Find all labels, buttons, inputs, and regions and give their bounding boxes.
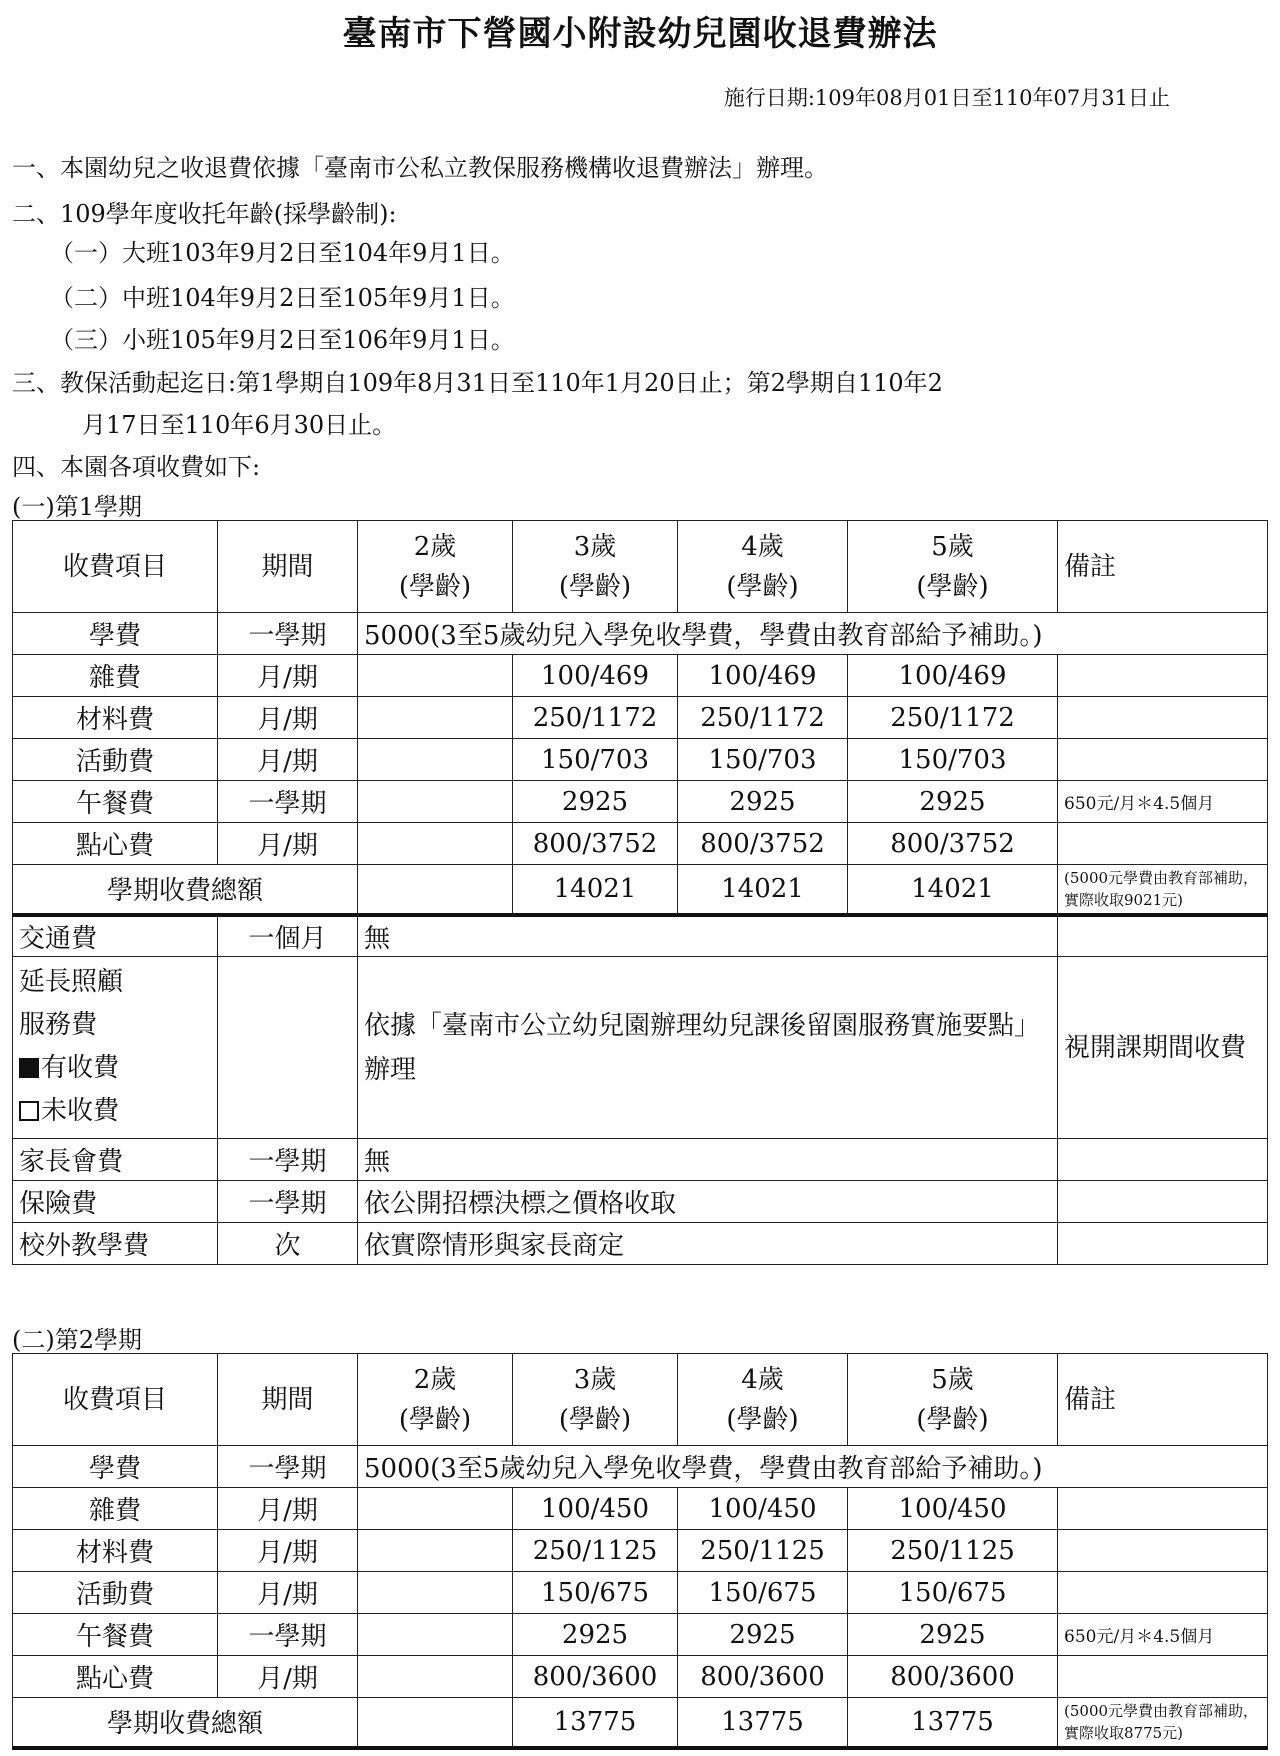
row-item: 活動費 xyxy=(13,1572,218,1614)
cell-age-3: 100/469 xyxy=(513,655,678,697)
table-row xyxy=(13,1530,1268,1572)
cell-note xyxy=(1058,1181,1268,1223)
table-row xyxy=(13,1572,1268,1614)
paragraph-2: 二、109學年度收托年齡(採學齡制): xyxy=(12,200,397,228)
paragraph-2c: （三）小班105年9月2日至106年9月1日。 xyxy=(50,326,515,354)
cell-age-4: 800/3752 xyxy=(678,823,848,865)
row-description: 依實際情形與家長商定 xyxy=(358,1223,1058,1265)
row-period: 月/期 xyxy=(218,697,358,739)
cell-age-4: 250/1125 xyxy=(678,1530,848,1572)
cell-age-2 xyxy=(358,697,513,739)
total-note: (5000元學費由教育部補助，實際收取9021元) xyxy=(1058,865,1268,915)
table-row xyxy=(13,1614,1268,1656)
row-period: 一學期 xyxy=(218,1139,358,1181)
row-period: 月/期 xyxy=(218,1572,358,1614)
table-header-row xyxy=(13,1354,1268,1446)
header-item: 收費項目 xyxy=(13,521,218,613)
row-item: 材料費 xyxy=(13,697,218,739)
row-period: 月/期 xyxy=(218,739,358,781)
cell-note xyxy=(1058,739,1268,781)
cell-note xyxy=(1058,697,1268,739)
cell-note: 650元/月＊4.5個月 xyxy=(1058,1614,1268,1656)
table-row xyxy=(13,655,1268,697)
row-description: 依公開招標決標之價格收取 xyxy=(358,1181,1058,1223)
row-period: 一學期 xyxy=(218,1614,358,1656)
paragraph-4: 四、本園各項收費如下: xyxy=(12,453,261,481)
header-age-4: 4歲 (學齡) xyxy=(678,521,848,613)
cell-age-2 xyxy=(358,739,513,781)
table-row-extended-care xyxy=(13,957,1268,1139)
cell-age-2 xyxy=(358,1572,513,1614)
total-age-3: 13775 xyxy=(513,1698,678,1748)
cell-note xyxy=(1058,915,1268,957)
row-item: 雜費 xyxy=(13,1488,218,1530)
header-note: 備註 xyxy=(1058,1354,1268,1446)
cell-age-2 xyxy=(358,823,513,865)
extended-care-item xyxy=(13,957,218,1139)
table-row-field-trip xyxy=(13,1223,1268,1265)
cell-note xyxy=(1058,1223,1268,1265)
row-item: 點心費 xyxy=(13,823,218,865)
cell-age-3: 250/1125 xyxy=(513,1530,678,1572)
total-label: 學期收費總額 xyxy=(13,865,358,915)
cell-age-4: 100/469 xyxy=(678,655,848,697)
cell-age-5: 150/703 xyxy=(848,739,1058,781)
row-period: 一學期 xyxy=(218,781,358,823)
total-label: 學期收費總額 xyxy=(13,1698,358,1748)
table-row-tuition xyxy=(13,613,1268,655)
total-age-2 xyxy=(358,1698,513,1748)
cell-note xyxy=(1058,1139,1268,1181)
row-item: 保險費 xyxy=(13,1181,218,1223)
cell-age-5: 250/1125 xyxy=(848,1530,1058,1572)
row-item: 校外教學費 xyxy=(13,1223,218,1265)
cell-age-3: 150/675 xyxy=(513,1572,678,1614)
cell-age-2 xyxy=(358,781,513,823)
total-age-5: 13775 xyxy=(848,1698,1058,1748)
row-period: 一學期 xyxy=(218,1446,358,1488)
row-period: 月/期 xyxy=(218,1488,358,1530)
cell-age-4: 800/3600 xyxy=(678,1656,848,1698)
row-period: 月/期 xyxy=(218,1530,358,1572)
cell-age-4: 150/675 xyxy=(678,1572,848,1614)
header-age-3: 3歲 (學齡) xyxy=(513,1354,678,1446)
table-row xyxy=(13,781,1268,823)
cell-age-4: 2925 xyxy=(678,1614,848,1656)
table-header-row xyxy=(13,521,1268,613)
cell-age-2 xyxy=(358,655,513,697)
cell-age-5: 2925 xyxy=(848,1614,1058,1656)
row-period: 月/期 xyxy=(218,1656,358,1698)
cell-age-4: 150/703 xyxy=(678,739,848,781)
table-row xyxy=(13,739,1268,781)
total-age-5: 14021 xyxy=(848,865,1058,915)
row-item: 點心費 xyxy=(13,1656,218,1698)
cell-age-5: 2925 xyxy=(848,781,1058,823)
row-period xyxy=(218,957,358,1139)
table-row xyxy=(13,823,1268,865)
table-row xyxy=(13,1488,1268,1530)
header-age-4: 4歲 (學齡) xyxy=(678,1354,848,1446)
cell-age-4: 250/1172 xyxy=(678,697,848,739)
cell-age-5: 150/675 xyxy=(848,1572,1058,1614)
cell-age-4: 100/450 xyxy=(678,1488,848,1530)
cell-note xyxy=(1058,1488,1268,1530)
table-row xyxy=(13,697,1268,739)
effective-date: 施行日期:109年08月01日至110年07月31日止 xyxy=(723,86,1170,110)
row-period: 一學期 xyxy=(218,1181,358,1223)
header-period: 期間 xyxy=(218,521,358,613)
header-item: 收費項目 xyxy=(13,1354,218,1446)
tuition-description: 5000(3至5歲幼兒入學免收學費，學費由教育部給予補助。) xyxy=(358,613,1268,655)
header-age-2: 2歲 (學齡) xyxy=(358,1354,513,1446)
document-title: 臺南市下營國小附設幼兒園收退費辦法 xyxy=(342,14,938,54)
cell-age-5: 100/450 xyxy=(848,1488,1058,1530)
total-age-3: 14021 xyxy=(513,865,678,915)
table-row-total xyxy=(13,1698,1268,1748)
paragraph-2b: （二）中班104年9月2日至105年9月1日。 xyxy=(50,284,515,312)
extended-care-description: 依據「臺南市公立幼兒園辦理幼兒課後留園服務實施要點」辦理 xyxy=(358,957,1058,1139)
row-description: 無 xyxy=(358,1139,1058,1181)
row-period: 月/期 xyxy=(218,655,358,697)
paragraph-1: 一、本園幼兒之收退費依據「臺南市公私立教保服務機構收退費辦法」辦理。 xyxy=(12,154,828,182)
cell-note xyxy=(1058,655,1268,697)
row-period: 月/期 xyxy=(218,823,358,865)
table-row-transport xyxy=(13,915,1268,957)
header-age-2: 2歲 (學齡) xyxy=(358,521,513,613)
cell-age-2 xyxy=(358,1488,513,1530)
row-item: 雜費 xyxy=(13,655,218,697)
paragraph-3: 三、教保活動起迄日:第1學期自109年8月31日至110年1月20日止；第2學期自110年2 xyxy=(12,369,943,397)
cell-note xyxy=(1058,823,1268,865)
cell-age-5: 800/3752 xyxy=(848,823,1058,865)
header-age-3: 3歲 (學齡) xyxy=(513,521,678,613)
table-row xyxy=(13,1656,1268,1698)
option-no-fee: 未收費 xyxy=(19,1090,211,1133)
row-item: 午餐費 xyxy=(13,1614,218,1656)
semester-2-label: (二)第2學期 xyxy=(12,1326,142,1354)
cell-age-2 xyxy=(358,1530,513,1572)
row-period: 一個月 xyxy=(218,915,358,957)
total-note: (5000元學費由教育部補助，實際收取8775元) xyxy=(1058,1698,1268,1748)
cell-age-2 xyxy=(358,1614,513,1656)
row-period: 一學期 xyxy=(218,613,358,655)
table-row-tuition xyxy=(13,1446,1268,1488)
semester-2-fee-table xyxy=(12,1353,1268,1750)
option-has-fee: 有收費 xyxy=(19,1047,211,1090)
extended-care-label: 延長照顧 xyxy=(19,967,124,997)
cell-age-5: 250/1172 xyxy=(848,697,1058,739)
tuition-description: 5000(3至5歲幼兒入學免收學費，學費由教育部給予補助。) xyxy=(358,1446,1268,1488)
cell-age-3: 2925 xyxy=(513,781,678,823)
cell-note xyxy=(1058,1656,1268,1698)
header-period: 期間 xyxy=(218,1354,358,1446)
cell-age-4: 2925 xyxy=(678,781,848,823)
header-note: 備註 xyxy=(1058,521,1268,613)
total-age-4: 14021 xyxy=(678,865,848,915)
row-item: 材料費 xyxy=(13,1530,218,1572)
cell-note xyxy=(1058,1530,1268,1572)
checked-checkbox-icon xyxy=(19,1058,39,1078)
row-item: 家長會費 xyxy=(13,1139,218,1181)
extended-care-note: 視開課期間收費 xyxy=(1058,957,1268,1139)
table-row-total xyxy=(13,865,1268,915)
table-row-parent-fee xyxy=(13,1139,1268,1181)
cell-age-3: 150/703 xyxy=(513,739,678,781)
row-item: 學費 xyxy=(13,613,218,655)
table-row-insurance xyxy=(13,1181,1268,1223)
semester-1-label: (一)第1學期 xyxy=(12,493,142,521)
cell-note: 650元/月＊4.5個月 xyxy=(1058,781,1268,823)
row-description: 無 xyxy=(358,915,1058,957)
semester-1-fee-table xyxy=(12,520,1268,1265)
cell-age-3: 800/3752 xyxy=(513,823,678,865)
cell-note xyxy=(1058,1572,1268,1614)
row-item: 學費 xyxy=(13,1446,218,1488)
cell-age-3: 2925 xyxy=(513,1614,678,1656)
header-age-5: 5歲 (學齡) xyxy=(848,521,1058,613)
cell-age-3: 250/1172 xyxy=(513,697,678,739)
paragraph-2a: （一）大班103年9月2日至104年9月1日。 xyxy=(50,239,515,267)
header-age-5: 5歲 (學齡) xyxy=(848,1354,1058,1446)
total-age-4: 13775 xyxy=(678,1698,848,1748)
paragraph-3-cont: 月17日至110年6月30日止。 xyxy=(82,411,397,439)
cell-age-3: 100/450 xyxy=(513,1488,678,1530)
row-item: 活動費 xyxy=(13,739,218,781)
cell-age-5: 800/3600 xyxy=(848,1656,1058,1698)
row-item: 交通費 xyxy=(13,915,218,957)
cell-age-5: 100/469 xyxy=(848,655,1058,697)
cell-age-3: 800/3600 xyxy=(513,1656,678,1698)
cell-age-2 xyxy=(358,1656,513,1698)
unchecked-checkbox-icon xyxy=(19,1101,39,1121)
row-item: 午餐費 xyxy=(13,781,218,823)
row-period: 次 xyxy=(218,1223,358,1265)
extended-care-label-2: 服務費 xyxy=(19,1010,98,1040)
total-age-2 xyxy=(358,865,513,915)
